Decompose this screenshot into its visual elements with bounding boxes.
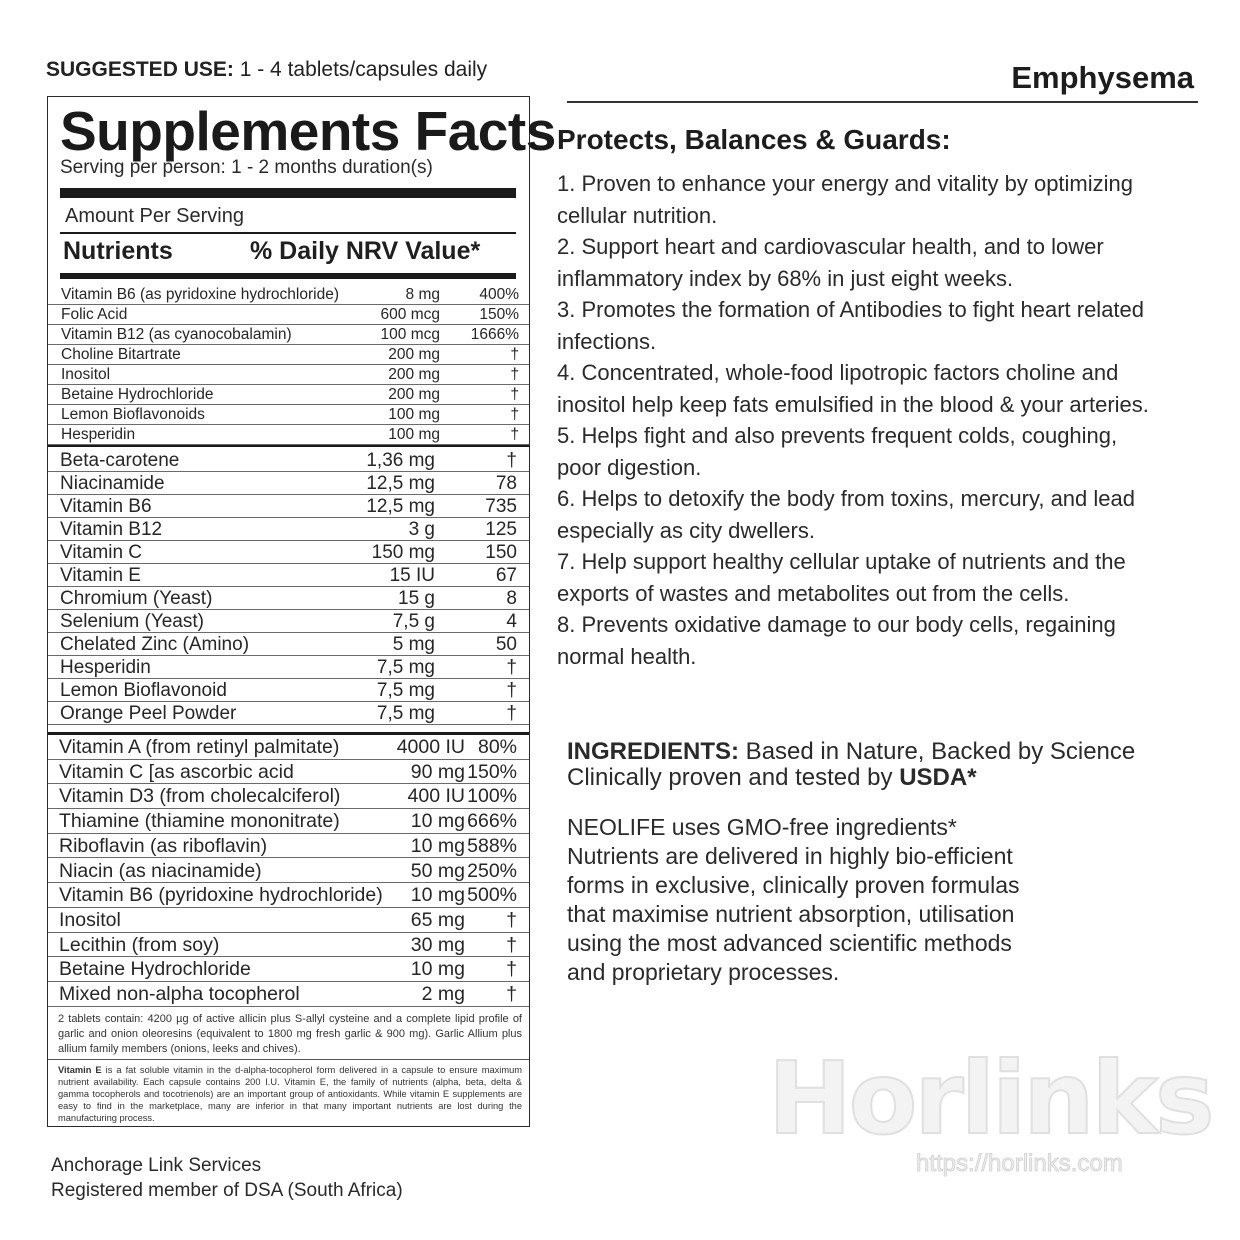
nutrient-amount: 15 g bbox=[398, 588, 435, 609]
watermark-url: https://horlinks.com bbox=[916, 1150, 1123, 1177]
neolife-line: Nutrients are delivered in highly bio-efficient bbox=[567, 843, 1013, 869]
nutrient-name: Betaine Hydrochloride bbox=[59, 958, 251, 981]
nutrient-amount: 50 mg bbox=[410, 859, 465, 882]
table-row bbox=[48, 425, 529, 445]
distributor-name: Anchorage Link Services bbox=[51, 1155, 262, 1176]
nutrient-amount: 12,5 mg bbox=[366, 496, 435, 517]
nutrient-value: 150% bbox=[467, 760, 517, 783]
table-row bbox=[48, 325, 529, 345]
thick-divider bbox=[60, 273, 516, 279]
usda-label: USDA* bbox=[899, 764, 977, 791]
neolife-line: and proprietary processes. bbox=[567, 959, 840, 985]
benefit-line: cellular nutrition. bbox=[557, 202, 718, 228]
nutrient-name: Lecithin (from soy) bbox=[59, 933, 220, 956]
nutrient-name: Lemon Bioflavonoids bbox=[61, 406, 205, 423]
footnote-vitamin-e-text: is a fat soluble vitamin in the d-alpha-tocopherol form delivered in a capsule to ensure maximum nutrient availability. Each capsule contains 200 I.U. Vitamin E, the family of nutrients (alpha, beta, delta & gamma tocopherols and tocotrienols) are an important group of antioxidants. While vitamin E supplements are easy to find in the marketplace, many are inferior in that many important nutrients are lost during the manufacturing process. bbox=[58, 1065, 522, 1123]
table-row bbox=[48, 518, 529, 541]
nutrient-amount: 150 mg bbox=[371, 542, 435, 563]
nutrient-value: 400% bbox=[479, 286, 519, 303]
table-row bbox=[48, 345, 529, 365]
nutrient-amount: 100 mg bbox=[388, 406, 440, 423]
supplement-facts-panel bbox=[47, 96, 556, 1127]
benefit-line: normal health. bbox=[557, 643, 697, 669]
nutrient-amount: 10 mg bbox=[410, 958, 465, 981]
nutrient-name: Vitamin D3 (from cholecalciferol) bbox=[59, 785, 341, 808]
nutrient-value: 250% bbox=[467, 859, 517, 882]
nutrient-value: 666% bbox=[467, 810, 517, 833]
ingredients-line-1 bbox=[567, 739, 1135, 765]
nutrient-amount: 10 mg bbox=[410, 810, 465, 833]
table-row bbox=[48, 760, 529, 785]
nutrient-value: 4 bbox=[506, 611, 517, 632]
ingredients-block bbox=[567, 739, 1135, 791]
neolife-line: NEOLIFE uses GMO-free ingredients* bbox=[567, 814, 957, 840]
nutrient-name: Mixed non-alpha tocopherol bbox=[59, 983, 300, 1005]
table-row bbox=[48, 784, 529, 809]
table-row bbox=[48, 472, 529, 495]
nutrient-amount: 1,36 mg bbox=[366, 450, 435, 471]
daily-value-header: % Daily NRV Value* bbox=[250, 237, 481, 265]
nutrient-name: Vitamin B6 (pyridoxine hydrochloride) bbox=[59, 884, 383, 907]
benefit-line: 3. Promotes the formation of Antibodies to fight heart related bbox=[557, 297, 1145, 322]
nutrient-name: Vitamin C bbox=[60, 542, 143, 563]
benefit-line: 8. Prevents oxidative damage to our body cells, regaining bbox=[557, 612, 1116, 637]
benefit-line: inositol help keep fats emulsified in the blood & your arteries. bbox=[557, 391, 1149, 417]
table-row bbox=[48, 702, 529, 725]
neolife-line: that maximise nutrient absorption, utilisation bbox=[567, 901, 1015, 927]
nutrient-amount: 4000 IU bbox=[396, 736, 465, 758]
distributor-info bbox=[51, 1153, 403, 1203]
nutrient-amount: 5 mg bbox=[392, 634, 435, 655]
nutrient-amount: 15 IU bbox=[389, 565, 435, 586]
footnote-divider bbox=[48, 1059, 529, 1060]
nutrient-name: Chromium (Yeast) bbox=[60, 588, 213, 609]
neolife-line: forms in exclusive, clinically proven formulas bbox=[567, 872, 1020, 898]
serving-info: Serving per person: 1 - 2 months duration(s) bbox=[60, 157, 433, 178]
nutrient-name: Vitamin A (from retinyl palmitate) bbox=[59, 736, 340, 758]
nutrient-value: 125 bbox=[485, 519, 517, 540]
table-row bbox=[48, 883, 529, 908]
nutrient-amount: 2 mg bbox=[421, 983, 465, 1005]
nutrient-amount: 200 mg bbox=[388, 366, 440, 383]
facts-title: Supplements Facts bbox=[60, 100, 556, 162]
nutrient-amount: 3 g bbox=[408, 519, 435, 540]
benefit-line: 5. Helps fight and also prevents frequent colds, coughing, bbox=[557, 423, 1118, 448]
benefit-line: 2. Support heart and cardiovascular health, and to lower bbox=[557, 234, 1104, 259]
table-row bbox=[48, 564, 529, 587]
benefit-line: 7. Help support healthy cellular uptake of nutrients and the bbox=[557, 549, 1126, 574]
nutrient-value: † bbox=[506, 657, 517, 678]
nutrient-amount: 200 mg bbox=[388, 346, 440, 363]
table-row bbox=[48, 365, 529, 385]
nutrient-name: Lemon Bioflavonoid bbox=[60, 680, 227, 701]
table-row bbox=[48, 633, 529, 656]
table-row bbox=[48, 982, 529, 1007]
nutrient-value: † bbox=[510, 366, 519, 383]
nutrient-name: Vitamin B6 bbox=[60, 496, 152, 517]
table-row bbox=[48, 449, 529, 472]
row-divider bbox=[48, 1006, 529, 1007]
nutrient-value: † bbox=[510, 406, 519, 423]
title-divider bbox=[567, 101, 1198, 103]
nutrient-value: † bbox=[506, 703, 517, 724]
nutrient-value: 588% bbox=[467, 834, 517, 857]
nutrient-amount: 10 mg bbox=[410, 834, 465, 857]
table-row bbox=[48, 541, 529, 564]
nutrient-name: Hesperidin bbox=[60, 657, 151, 678]
nutrient-value: † bbox=[506, 450, 517, 471]
table-row bbox=[48, 809, 529, 834]
nutrient-name: Folic Acid bbox=[61, 306, 128, 323]
table-row bbox=[48, 679, 529, 702]
nutrient-name: Niacinamide bbox=[60, 473, 165, 494]
nutrient-name: Inositol bbox=[59, 908, 121, 931]
table-row bbox=[48, 385, 529, 405]
nutrients-header: Nutrients bbox=[63, 237, 173, 265]
neolife-description bbox=[567, 813, 1020, 987]
nutrient-name: Chelated Zinc (Amino) bbox=[60, 634, 250, 655]
nutrient-name: Betaine Hydrochloride bbox=[61, 386, 214, 403]
benefit-line: infections. bbox=[557, 328, 657, 354]
nutrient-value: † bbox=[506, 680, 517, 701]
amount-per-serving: Amount Per Serving bbox=[65, 205, 244, 227]
benefit-line: inflammatory index by 68% in just eight weeks. bbox=[557, 265, 1014, 291]
thick-divider bbox=[60, 188, 516, 198]
nutrient-value: 78 bbox=[495, 473, 517, 494]
nutrient-value: 500% bbox=[467, 884, 517, 907]
benefit-line: 1. Proven to enhance your energy and vitality by optimizing bbox=[557, 171, 1133, 196]
section-divider bbox=[48, 445, 529, 447]
nutrient-value: 100% bbox=[467, 785, 517, 808]
table-row bbox=[48, 285, 529, 305]
nutrient-amount: 65 mg bbox=[410, 908, 465, 931]
nutrient-name: Vitamin B6 (as pyridoxine hydrochloride) bbox=[61, 286, 339, 303]
nutrient-amount: 7,5 mg bbox=[376, 703, 435, 724]
watermark-brand: Horlinks bbox=[768, 1040, 1212, 1157]
ingredients-line-2 bbox=[567, 765, 1135, 791]
nutrient-value: † bbox=[510, 426, 519, 443]
nutrient-value: † bbox=[506, 958, 517, 981]
nutrient-amount: 10 mg bbox=[410, 884, 465, 907]
nutrient-value: 50 bbox=[495, 634, 517, 655]
nutrient-name: Thiamine (thiamine mononitrate) bbox=[59, 810, 340, 833]
nutrient-name: Orange Peel Powder bbox=[60, 703, 237, 724]
nutrient-name: Vitamin B12 bbox=[60, 519, 163, 540]
nutrient-value: 735 bbox=[485, 496, 517, 517]
nutrient-name: Inositol bbox=[61, 366, 111, 383]
nutrient-value: † bbox=[506, 908, 517, 931]
nutrient-name: Selenium (Yeast) bbox=[60, 611, 204, 632]
table-row bbox=[48, 656, 529, 679]
benefit-line: poor digestion. bbox=[557, 454, 702, 480]
row-divider bbox=[48, 724, 529, 725]
nutrient-amount: 7,5 g bbox=[392, 611, 435, 632]
nutrient-value: † bbox=[506, 933, 517, 956]
benefit-line: especially as city dwellers. bbox=[557, 517, 815, 543]
nutrient-value: † bbox=[510, 346, 519, 363]
nutrient-name: Niacin (as niacinamide) bbox=[59, 859, 262, 882]
benefit-line: exports of wastes and metabolites out from the cells. bbox=[557, 580, 1070, 606]
nutrient-value: 150% bbox=[479, 306, 519, 323]
benefit-line: 4. Concentrated, whole-food lipotropic factors choline and bbox=[557, 360, 1119, 385]
ingredients-tagline: Based in Nature, Backed by Science bbox=[739, 738, 1136, 765]
nutrient-value: † bbox=[510, 386, 519, 403]
nutrient-value: 80% bbox=[477, 736, 517, 758]
table-row bbox=[48, 495, 529, 518]
benefit-line: 6. Helps to detoxify the body from toxins, mercury, and lead bbox=[557, 486, 1135, 511]
table-row bbox=[48, 859, 529, 884]
footnote-vitamin-e-label: Vitamin E bbox=[58, 1065, 102, 1075]
footnote-garlic: 2 tablets contain: 4200 µg of active allicin plus S-allyl cysteine and a complete lipid profile of garlic and onion oleoresins (equivalent to 1800 mg fresh garlic & 900 mg). Garlic Allium plus allium family members (onions, leeks and chives). bbox=[58, 1013, 522, 1055]
suggested-use bbox=[46, 58, 487, 82]
nutrient-amount: 8 mg bbox=[405, 286, 440, 303]
nutrient-amount: 7,5 mg bbox=[376, 657, 435, 678]
nutrient-amount: 400 IU bbox=[407, 785, 465, 808]
nutrient-value: 8 bbox=[506, 588, 517, 609]
distributor-membership: Registered member of DSA (South Africa) bbox=[51, 1180, 403, 1201]
nutrient-name: Vitamin C [as ascorbic acid bbox=[59, 760, 294, 783]
nutrient-amount: 12,5 mg bbox=[366, 473, 435, 494]
suggested-use-value: 1 - 4 tablets/capsules daily bbox=[233, 58, 488, 81]
nutrient-amount: 90 mg bbox=[410, 760, 465, 783]
nutrient-name: Riboflavin (as riboflavin) bbox=[59, 834, 268, 857]
watermark-logo bbox=[768, 1040, 1212, 1190]
table-row bbox=[48, 933, 529, 958]
nutrient-amount: 100 mcg bbox=[380, 326, 440, 343]
table-row bbox=[48, 735, 529, 760]
nutrient-name: Vitamin B12 (as cyanocobalamin) bbox=[61, 326, 292, 343]
table-row bbox=[48, 834, 529, 859]
table-row bbox=[48, 305, 529, 325]
table-row bbox=[48, 610, 529, 633]
nutrient-value: 67 bbox=[495, 565, 517, 586]
suggested-use-label: SUGGESTED USE: bbox=[46, 58, 234, 81]
nutrient-name: Choline Bitartrate bbox=[61, 346, 181, 363]
nutrient-amount: 7,5 mg bbox=[376, 680, 435, 701]
nutrient-name: Vitamin E bbox=[60, 565, 141, 586]
product-title: Emphysema bbox=[1011, 60, 1194, 95]
divider bbox=[60, 232, 516, 234]
table-row bbox=[48, 908, 529, 933]
ingredients-label: INGREDIENTS: bbox=[567, 738, 740, 765]
nutrient-value: 1666% bbox=[470, 326, 519, 343]
nutrient-amount: 30 mg bbox=[410, 933, 465, 956]
nutrient-name: Hesperidin bbox=[61, 426, 136, 443]
nutrient-amount: 600 mcg bbox=[380, 306, 440, 323]
neolife-line: using the most advanced scientific methods bbox=[567, 930, 1012, 956]
nutrient-value: † bbox=[506, 983, 517, 1005]
table-row bbox=[48, 587, 529, 610]
benefits-list bbox=[557, 168, 1227, 672]
table-row bbox=[48, 405, 529, 425]
nutrient-amount: 100 mg bbox=[388, 426, 440, 443]
table-row bbox=[48, 957, 529, 982]
ingredients-clinical: Clinically proven and tested by bbox=[567, 764, 900, 791]
benefits-heading: Protects, Balances & Guards: bbox=[557, 124, 951, 155]
nutrient-name: Beta-carotene bbox=[60, 450, 180, 471]
footnote-vitamin-e bbox=[58, 1064, 522, 1124]
nutrient-amount: 200 mg bbox=[388, 386, 440, 403]
nutrient-value: 150 bbox=[485, 542, 517, 563]
